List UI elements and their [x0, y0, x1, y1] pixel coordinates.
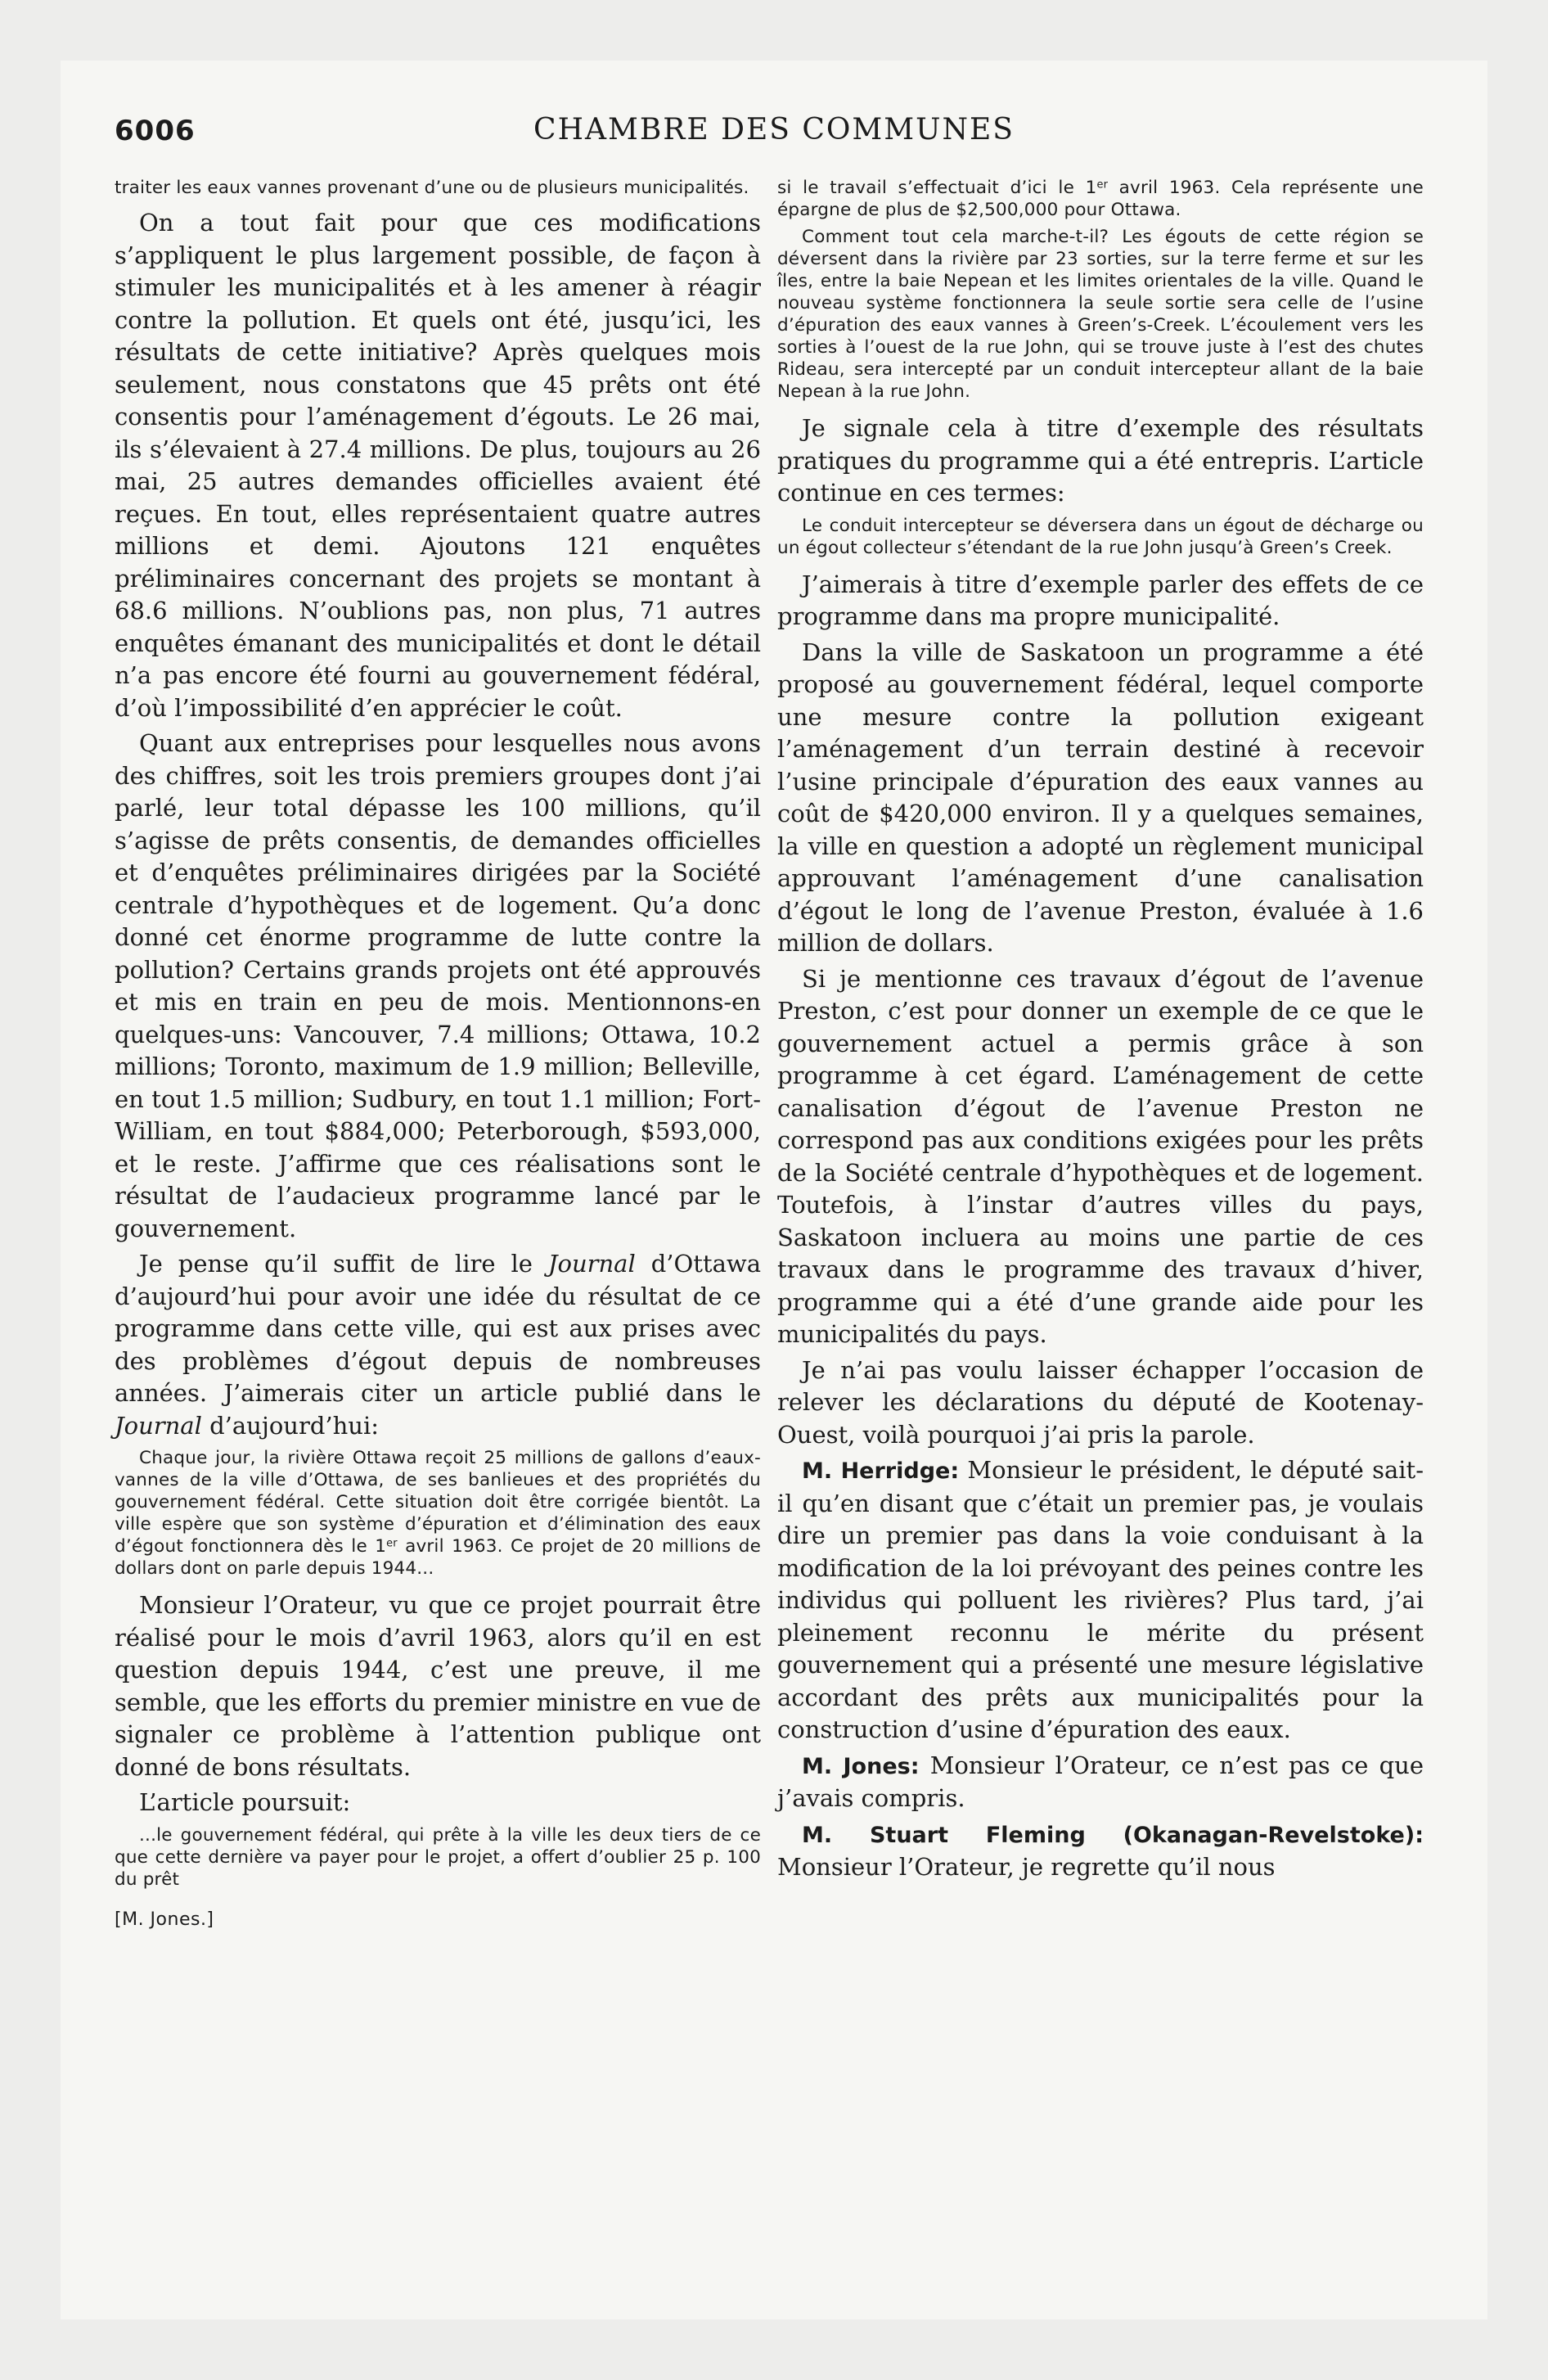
newspaper-title: Journal: [547, 1250, 636, 1278]
paragraph: On a tout fait pour que ces modifications s’appliquent le plus largement possible, de façon à stimuler les municipalités et à les amener à réagir contre la pollution. Et quels ont été, jusqu’ici, les résultats de cette initiative? Après quelques mois seulement, nous constatons que 45 prêts ont été consentis pour l’aménagement d’égouts. Le 26 mai, ils s’élevaient à 27.4 millions. De plus, toujours au 26 mai, 25 autres demandes officielles avaient été reçues. En tout, elles représentaient quatre autres millions et demi. Ajoutons 121 enquêtes préliminaires concernant des projets se montant à 68.6 millions. N’oublions pas, non plus, 71 autres enquêtes émanant des municipalités et dont le détail n’a pas encore été fourni au gouvernement fédéral, d’où l’impossibilité d’en apprécier le coût.: [115, 209, 761, 722]
block-quote: Comment tout cela marche-t-il? Les égouts de cette région se déversent dans la rivière par 23 sorties, sur la terre ferme et sur les îles, entre la baie Nepean et les limites orientales de la ville. Quand le nouveau système fonctionnera la seule sortie sera celle de l’usine d’épuration des eaux vannes à Green’s-Creek. L’écoulement vers les sorties à l’ouest de la rue John, qui se trouve juste à l’est des chutes Rideau, sera intercepté par un conduit intercepteur allant de la baie Nepean à la rue John.: [777, 227, 1424, 402]
paragraph: J’aimerais à titre d’exemple parler des effets de ce programme dans ma propre municipalité.: [777, 570, 1424, 630]
block-quote: ...le gouvernement fédéral, qui prête à la ville les deux tiers de ce que cette dernière va payer pour le projet, a offert d’oublier 25 p. 100 du prêt: [115, 1824, 761, 1890]
speaker-name: M. Herridge:: [802, 1458, 960, 1484]
text-run: Monsieur le président, le député sait-il qu’en disant que c’était un premier pas, je voulais dire un premier pas dans la voie conduisant à la modification de la loi prévoyant des peines contre les individus qui polluent les rivières? Plus tard, j’ai pleinement reconnu le mérite du présent gouvernement qui a présenté une mesure législative accordant des prêts aux municipalités pour la construction d’usine d’épuration des eaux.: [777, 1456, 1424, 1743]
block-quote: [777, 177, 1424, 221]
text-run: avril 1963. Ce projet de 20 millions de dollars dont on parle depuis 1944...: [115, 1536, 762, 1579]
paragraph: traiter les eaux vannes provenant d’une ou de plusieurs municipalités.: [115, 178, 749, 198]
superscript: er: [386, 1537, 398, 1550]
text-run: d’Ottawa d’aujourd’hui pour avoir une idée du résultat de ce programme dans cette ville, qui est aux prises avec des problèmes d’égout depuis de nombreuses années. J’aimerais citer un article publié dans le: [115, 1250, 761, 1407]
speech: [777, 1750, 1424, 1815]
newspaper-title: Journal: [115, 1411, 202, 1440]
text-run: d’aujourd’hui:: [201, 1411, 380, 1440]
paragraph: Je n’ai pas voulu laisser échapper l’occasion de relever les déclarations du député de Kootenay-Ouest, voilà pourquoi j’ai pris la parole.: [777, 1355, 1424, 1449]
speaker-attribution: [M. Jones.]: [115, 1909, 214, 1930]
block-quote: Le conduit intercepteur se déversera dans un égout de décharge ou un égout collecteur s’étendant de la rue John jusqu’à Green’s Creek.: [777, 515, 1424, 558]
text-run: Monsieur l’Orateur, ce n’est pas ce que j’avais compris.: [777, 1751, 1424, 1812]
speaker-name: M. Jones:: [802, 1753, 920, 1779]
speech: [777, 1454, 1424, 1747]
text-run: avril 1963. Cela représente une épargne de plus de $2,500,000 pour Ottawa.: [777, 178, 1424, 220]
text-run: Je pense qu’il suffit de lire le: [139, 1250, 548, 1278]
right-column: [777, 177, 1424, 1884]
paragraph: Si je mentionne ces travaux d’égout de l’avenue Preston, c’est pour donner un exemple de ce que le gouvernement actuel a permis grâce à son programme à cet égard. L’aménagement de cette canalisation d’égout de l’avenue Preston ne correspond pas aux conditions exigées pour les prêts de la Société centrale d’hypothèques et de logement. Toutefois, à l’instar d’autres villes du pays, Saskatoon incluera au moins une partie de ces travaux dans le programme des travaux d’hiver, programme qui a été d’une grande aide pour les municipalités du pays.: [777, 964, 1424, 1348]
left-column: [115, 177, 761, 1936]
text-run: Monsieur l’Orateur, je regrette qu’il nous: [777, 1853, 1276, 1881]
running-head: CHAMBRE DES COMMUNES: [533, 113, 1015, 146]
speech: [777, 1819, 1424, 1884]
superscript: er: [1096, 178, 1109, 192]
paragraph: Monsieur l’Orateur, vu que ce projet pourrait être réalisé pour le mois d’avril 1963, alors qu’il en est question depuis 1944, c’est une preuve, il me semble, que les efforts du premier ministre en vue de signaler ce problème à l’attention publique ont donné de bons résultats.: [115, 1591, 761, 1781]
page-number: 6006: [115, 115, 196, 147]
paragraph: Je signale cela à titre d’exemple des résultats pratiques du programme qui a été entrepris. L’article continue en ces termes:: [777, 414, 1424, 507]
paragraph: [115, 1248, 761, 1442]
paragraph: L’article poursuit:: [139, 1788, 351, 1816]
text-run: Chaque jour, la rivière Ottawa reçoit 25 millions de gallons d’eaux-vannes de la ville d’Ottawa, de ses banlieues et des propriétés du gouvernement fédéral. Cette situation doit être corrigée bientôt. La ville espère que son système d’épuration et d’élimination des eaux d’égout fonctionnera dès le 1: [115, 1448, 761, 1557]
paragraph: Quant aux entreprises pour lesquelles nous avons des chiffres, soit les trois premiers groupes dont j’ai parlé, leur total dépasse les 100 millions, qu’il s’agisse de prêts consentis, de demandes officielles et d’enquêtes préliminaires dirigées par la Société centrale d’hypothèques et de logement. Qu’a donc donné cet énorme programme de lutte contre la pollution? Certains grands projets ont été approuvés et mis en train en peu de mois. Mentionnons-en quelques-uns: Vancouver, 7.4 millions; Ottawa, 10.2 millions; Toronto, maximum de 1.9 million; Belleville, en tout 1.5 million; Sudbury, en tout 1.1 million; Fort-William, en tout $884,000; Peterborough, $593,000, et le reste. J’affirme que ces réalisations sont le résultat de l’audacieux programme lancé par le gouvernement.: [115, 729, 761, 1242]
text-run: si le travail s’effectuait d’ici le 1: [777, 178, 1097, 198]
speaker-name: M. Stuart Fleming (Okanagan-Revelstoke):: [802, 1822, 1424, 1848]
paragraph: Dans la ville de Saskatoon un programme a été proposé au gouvernement fédéral, lequel comporte une mesure contre la pollution exigeant l’aménagement d’un terrain destiné à recevoir l’usine principale d’épuration des eaux vannes au coût de $420,000 environ. Il y a quelques semaines, la ville en question a adopté un règlement municipal approuvant l’aménagement d’une canalisation d’égout le long de l’avenue Preston, évaluée à 1.6 million de dollars.: [777, 638, 1424, 957]
block-quote: [115, 1447, 761, 1580]
